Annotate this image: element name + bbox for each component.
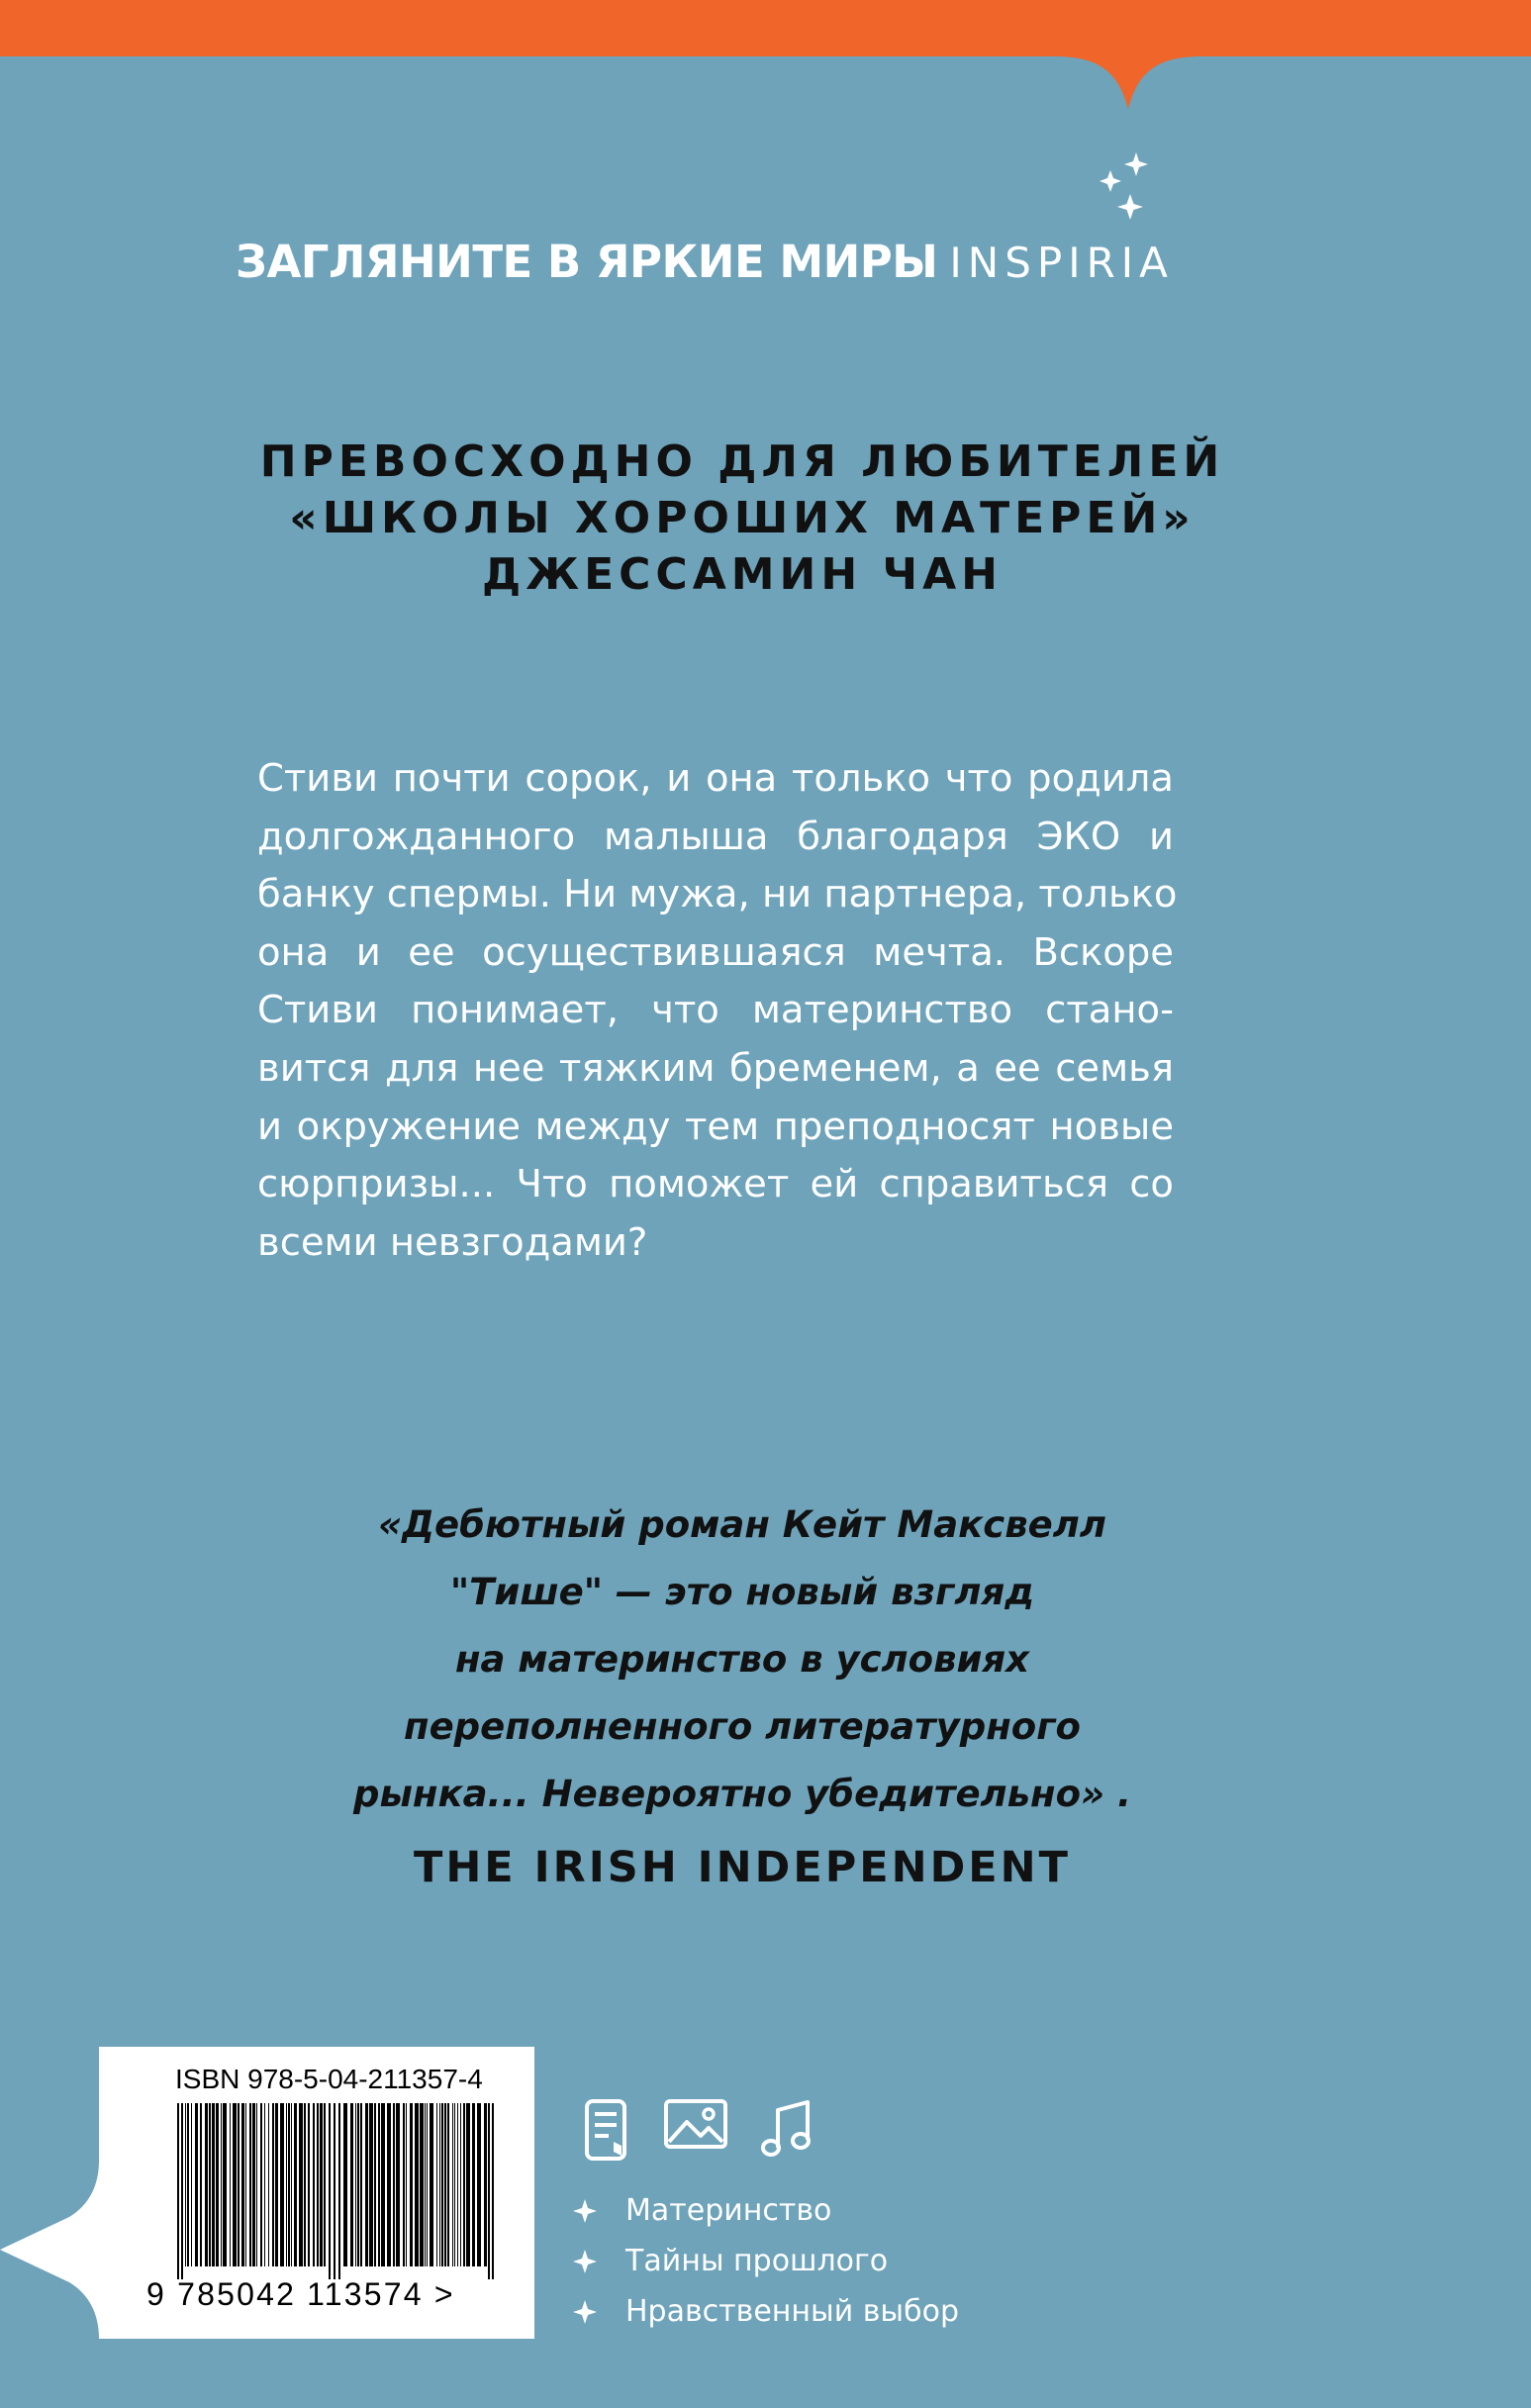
barcode-bar bbox=[444, 2103, 446, 2266]
barcode-bar bbox=[439, 2103, 440, 2266]
blurb-line: Стиви почти сорок, и она только что родила bbox=[257, 756, 1174, 801]
barcode-bar bbox=[212, 2103, 215, 2266]
barcode-bar bbox=[249, 2103, 251, 2266]
barcode-bar bbox=[488, 2103, 490, 2279]
barcode-bar bbox=[343, 2103, 347, 2266]
music-icon bbox=[758, 2098, 813, 2162]
barcode-bar bbox=[427, 2103, 428, 2266]
barcode-bar bbox=[460, 2103, 461, 2266]
barcode-bar bbox=[381, 2103, 385, 2266]
format-icons bbox=[584, 2098, 813, 2167]
barcode-bar bbox=[360, 2103, 362, 2266]
barcode-bar bbox=[221, 2103, 222, 2266]
barcode-bar bbox=[452, 2103, 453, 2266]
book-blurb bbox=[257, 750, 1178, 1272]
tag-label: Тайны прошлого bbox=[625, 2244, 889, 2278]
blurb-line: банку спермы. Ни мужа, ни партнера, только bbox=[257, 872, 1178, 917]
barcode-bar bbox=[484, 2103, 487, 2266]
barcode-bar bbox=[355, 2103, 356, 2266]
barcode-digits: 9 785042 113574 > bbox=[146, 2276, 455, 2312]
blurb-line: и окружение между тем преподносят новые bbox=[257, 1104, 1174, 1149]
barcode-bar bbox=[329, 2103, 331, 2279]
press-quote bbox=[247, 1492, 1237, 1828]
barcode-bar bbox=[256, 2103, 257, 2266]
barcode-bar bbox=[365, 2103, 368, 2266]
barcode-bar bbox=[275, 2103, 278, 2266]
sparkle-icon bbox=[572, 2249, 598, 2274]
barcode-bar bbox=[191, 2103, 192, 2266]
blurb-line: долгожданного малыша благодаря ЭКО и bbox=[257, 814, 1174, 859]
barcode-bar bbox=[477, 2103, 481, 2266]
barcode-bar bbox=[233, 2103, 237, 2266]
barcode-bar bbox=[177, 2103, 179, 2279]
barcode bbox=[175, 2103, 499, 2279]
quote-line: "Тише" — это новый взгляд bbox=[449, 1571, 1035, 1613]
barcode-bar bbox=[185, 2103, 186, 2266]
barcode-bar bbox=[403, 2103, 405, 2266]
isbn-number: ISBN 978-5-04-211357-4 bbox=[175, 2064, 483, 2094]
series-tagline-text: ЗАГЛЯНИТЕ В ЯРКИЕ МИРЫ bbox=[236, 236, 938, 288]
blurb-line: Стиви понимает, что материнство стано- bbox=[257, 988, 1174, 1033]
blurb-line: сюрпризы... Что поможет ей справиться со bbox=[257, 1162, 1174, 1207]
tag-item bbox=[572, 2286, 959, 2337]
series-tagline bbox=[236, 236, 1225, 295]
barcode-bar bbox=[472, 2103, 475, 2266]
barcode-bar bbox=[406, 2103, 407, 2266]
quote-line: на материнство в условиях bbox=[454, 1638, 1030, 1681]
quote-source: THE IRISH INDEPENDENT bbox=[413, 1843, 1071, 1892]
barcode-bar bbox=[216, 2103, 219, 2266]
headline-line-2: «ШКОЛЫ ХОРОШИХ МАТЕРЕЙ» bbox=[289, 493, 1196, 543]
barcode-bar bbox=[436, 2103, 437, 2266]
barcode-bar bbox=[324, 2103, 326, 2266]
sparkles-icon bbox=[1099, 148, 1158, 228]
barcode-bar bbox=[415, 2103, 419, 2266]
sparkle-icon bbox=[572, 2198, 598, 2224]
barcode-bar bbox=[447, 2103, 449, 2266]
tag-item bbox=[572, 2236, 959, 2286]
brand-name: INSPIRIA bbox=[949, 239, 1174, 287]
blurb-line: вится для нее тяжким бременем, а ее семья bbox=[257, 1045, 1174, 1091]
barcode-bar bbox=[252, 2103, 255, 2266]
barcode-bar bbox=[317, 2103, 319, 2266]
barcode-bar bbox=[245, 2103, 246, 2266]
barcode-bar bbox=[454, 2103, 455, 2266]
barcode-bar bbox=[288, 2103, 290, 2266]
barcode-bar bbox=[294, 2103, 297, 2266]
barcode-bar bbox=[268, 2103, 269, 2266]
barcode-bar bbox=[334, 2103, 335, 2279]
barcode-bar bbox=[357, 2103, 359, 2266]
barcode-bar bbox=[272, 2103, 274, 2266]
barcode-bar bbox=[308, 2103, 310, 2266]
barcode-bar bbox=[441, 2103, 443, 2266]
barcode-bar bbox=[200, 2103, 202, 2266]
recommendation-headline bbox=[198, 433, 1287, 603]
barcode-bar bbox=[299, 2103, 303, 2266]
barcode-bar bbox=[205, 2103, 208, 2266]
blurb-line: она и ее осуществившаяся мечта. Вскоре bbox=[257, 929, 1174, 975]
barcode-bar bbox=[425, 2103, 426, 2266]
quote-line: рынка... Невероятно убедительно» . bbox=[352, 1773, 1132, 1815]
barcode-bar bbox=[420, 2103, 424, 2266]
tag-label: Нравственный выбор bbox=[625, 2294, 959, 2329]
barcode-bar bbox=[230, 2103, 231, 2266]
barcode-bar bbox=[387, 2103, 391, 2266]
barcode-bar bbox=[374, 2103, 376, 2266]
blurb-line: всеми невзгодами? bbox=[257, 1219, 648, 1265]
barcode-bar bbox=[338, 2103, 340, 2279]
barcode-bar bbox=[396, 2103, 400, 2266]
barcode-bar bbox=[457, 2103, 458, 2266]
barcode-bar bbox=[466, 2103, 470, 2266]
barcode-bar bbox=[223, 2103, 227, 2266]
barcode-bar bbox=[463, 2103, 465, 2266]
ebook-icon bbox=[584, 2098, 633, 2164]
barcode-bar bbox=[369, 2103, 373, 2266]
barcode-bar bbox=[241, 2103, 244, 2266]
barcode-bar bbox=[320, 2103, 323, 2266]
barcode-bar bbox=[264, 2103, 265, 2266]
barcode-bar bbox=[286, 2103, 287, 2266]
quote-line: переполненного литературного bbox=[404, 1705, 1081, 1748]
barcode-bar bbox=[378, 2103, 380, 2266]
barcode-bar bbox=[280, 2103, 284, 2266]
headline-line-1: ПРЕВОСХОДНО ДЛЯ ЛЮБИТЕЛЕЙ bbox=[259, 436, 1225, 487]
sparkle-icon bbox=[572, 2299, 598, 2325]
genre-tags bbox=[572, 2185, 959, 2337]
barcode-bar bbox=[304, 2103, 306, 2266]
orange-top-band bbox=[0, 0, 1531, 119]
tag-label: Материнство bbox=[625, 2193, 832, 2228]
headline-line-3: ДЖЕССАМИН ЧАН bbox=[482, 549, 1003, 600]
quote-line: «Дебютный роман Кейт Максвелл bbox=[378, 1503, 1106, 1546]
barcode-bar bbox=[238, 2103, 239, 2266]
barcode-bar bbox=[291, 2103, 292, 2266]
barcode-bar bbox=[181, 2103, 183, 2279]
barcode-bar bbox=[195, 2103, 198, 2266]
barcode-bar bbox=[393, 2103, 395, 2266]
image-icon bbox=[663, 2098, 728, 2152]
barcode-bar bbox=[313, 2103, 315, 2266]
barcode-bar bbox=[410, 2103, 413, 2266]
barcode-bar bbox=[430, 2103, 433, 2266]
tag-item bbox=[572, 2185, 959, 2236]
barcode-bar bbox=[260, 2103, 262, 2266]
barcode-bar bbox=[492, 2103, 494, 2279]
barcode-bar bbox=[187, 2103, 189, 2266]
barcode-bar bbox=[209, 2103, 211, 2266]
barcode-bar bbox=[350, 2103, 353, 2266]
